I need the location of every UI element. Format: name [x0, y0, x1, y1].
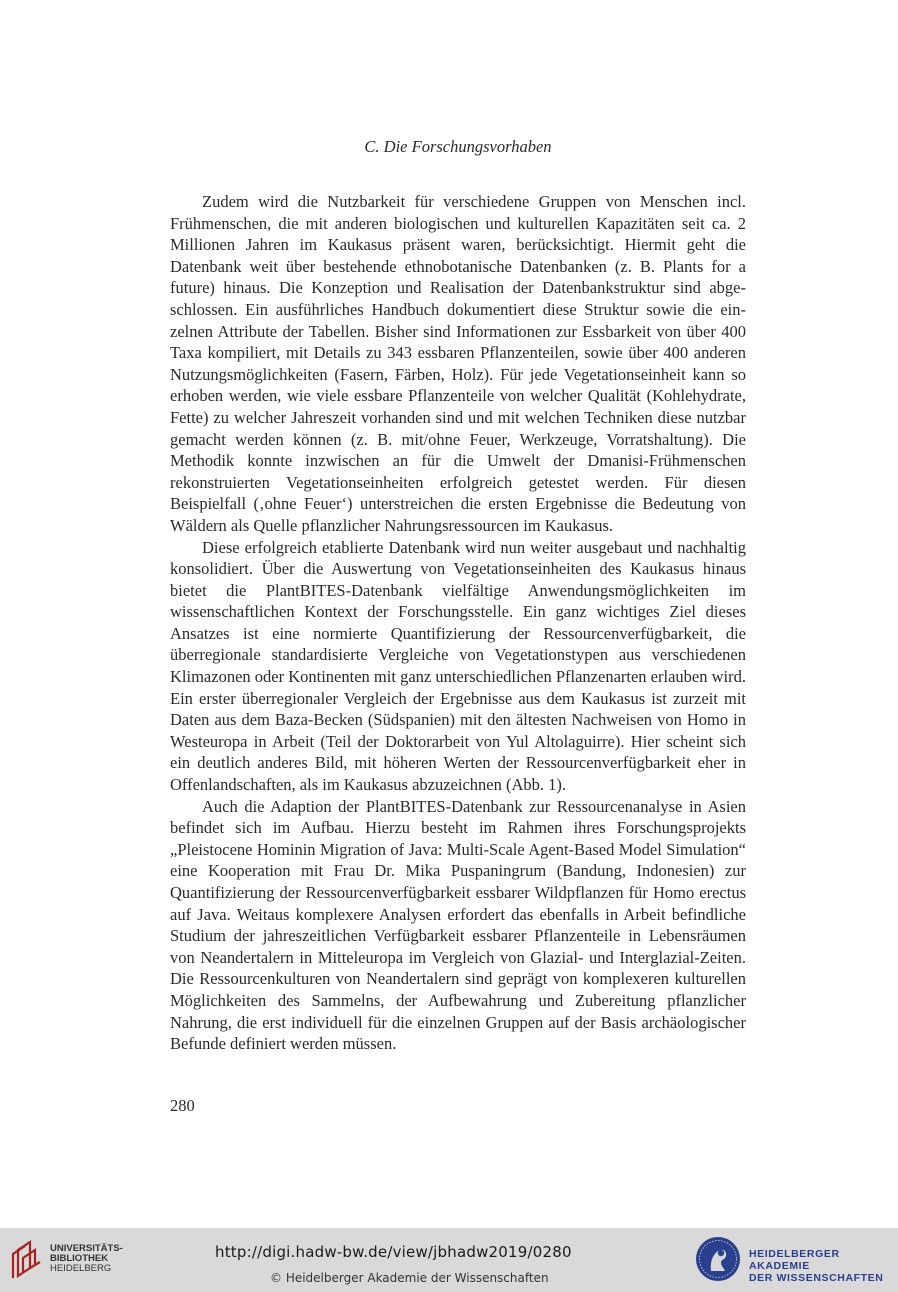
running-title: C. Die Forschungsvorhaben [364, 137, 552, 156]
academy-name-line-1: HEIDELBERGER AKADEMIE [749, 1248, 840, 1272]
body-text [170, 191, 746, 1055]
library-name-line-3: HEIDELBERG [50, 1263, 112, 1274]
library-name-line-1: UNIVERSITÄTS- [50, 1243, 123, 1254]
ub-heidelberg-logo-icon[interactable] [8, 1238, 46, 1280]
library-name [50, 1244, 123, 1274]
library-name-line-2: BIBLIOTHEK [50, 1253, 109, 1264]
footer-bar [0, 1228, 898, 1292]
academy-name [749, 1248, 898, 1284]
page-url-link[interactable]: http://digi.hadw-bw.de/view/jbhadw2019/0280 [215, 1243, 572, 1261]
page-number: 280 [170, 1096, 195, 1115]
paragraph-2: Diese erfolgreich etablierte Datenbank wird nun weiter ausgebaut und nachhaltig konsolidiert. Über die Auswertung von Vegetationseinheiten des Kaukasus hinaus bietet die PlantBITES-Datenbank vielfältige Anwendungsmöglichkeiten im wissenschaftlichen Kontext der Forschungsstelle. Ein ganz wichtiges Ziel dieses Ansatzes ist eine normierte Quantifizierung der Ressourcenverfügbarkeit, die überregionale standardisierte Vergleiche von Vegetationstypen aus verschiedenen Klimazonen oder Kontinenten mit ganz unterschiedlichen Pflanzenarten erlauben wird. Ein erster überregionaler Vergleich der Ergebnisse aus dem Kaukasus ist zurzeit mit Daten aus dem Baza-Becken (Südspanien) mit den ältesten Nachweisen von Homo in Westeuropa in Arbeit (Teil der Doktorarbeit von Yul Altolaguirre). Hier scheint sich ein deutlich anderes Bild, mit höheren Werten der Ressourcenverfügbarkeit eher in Offenlandschaften, als im Kaukasus abzuzeichnen (Abb. 1). [170, 537, 746, 795]
paragraph-3: Auch die Adaption der PlantBITES-Datenbank zur Ressourcenanalyse in Asien befindet sich im Aufbau. Hierzu besteht im Rahmen ihres Forschungsprojekts „Pleistocene Hominin Migration of Java: Multi-Scale Agent-Based Model Simulation“ eine Kooperation mit Frau Dr. Mika Puspaningrum (Bandung, Indonesien) zur Quantifizierung der Ressourcenverfügbarkeit essbarer Wildpflanzen für Homo erectus auf Java. Weitaus komplexere Analysen erfordert das ebenfalls in Arbeit befindliche Studium der jahreszeitlichen Verfügbarkeit essbarer Pflanzenteile in Lebensräumen von Neandertalern in Mitteleuropa im Vergleich von Glazial- und Interglazial-Zeiten. Die Ressourcenkulturen von Neandertalern sind geprägt von komplexeren kulturellen Möglichkeiten des Sammelns, der Aufbewahrung und Zubereitung pflanzlicher Nahrung, die erst individuell für die einzelnen Gruppen auf der Basis archäologischer Befunde definiert werden müssen. [170, 796, 746, 1054]
paragraph-1: Zudem wird die Nutzbarkeit für verschiedene Gruppen von Menschen incl. Frühmenschen, die mit anderen biologischen und kulturellen Kapazitäten seit ca. 2 Millionen Jahren im Kaukasus präsent waren, berücksichtigt. Hiermit geht die Datenbank weit über bestehende ethnobotanische Datenbanken (z. B. Plants for a future) hinaus. Die Konzeption und Realisation der Datenbankstruktur sind abgeschlossen. Ein ausführliches Handbuch dokumentiert diese Struktur sowie die einzelnen Attribute der Tabellen. Bisher sind Informationen zur Essbarkeit von über 400 Taxa kompiliert, mit Details zu 343 essbaren Pflanzenteilen, sowie über 400 anderen Nutzungsmöglichkeiten (Fasern, Färben, Holz). Für jede Vegetationseinheit kann so erhoben werden, wie viele essbare Pflanzenteile von welcher Qualität (Kohlehydrate, Fette) zu welcher Jahreszeit vorhanden sind und mit welchen Techniken diese nutzbar gemacht werden können (z. B. mit/ohne Feuer, Werkzeuge, Vorratshaltung). Die Methodik konnte inzwischen an für die Umwelt der Dmanisi-Frühmenschen rekonstruierten Vegetationseinheiten erfolgreich getestet werden. Für diesen Beispielfall (‚ohne Feuer‘) unterstreichen die ersten Ergebnisse die Bedeutung von Wäldern als Quelle pflanzlicher Nahrungsressourcen im Kaukasus. [170, 192, 746, 535]
copyright-notice: © Heidelberger Akademie der Wissenschaften [270, 1271, 549, 1285]
academy-name-line-2: DER WISSENSCHAFTEN [749, 1272, 884, 1284]
hadw-seal-icon[interactable] [694, 1235, 742, 1283]
